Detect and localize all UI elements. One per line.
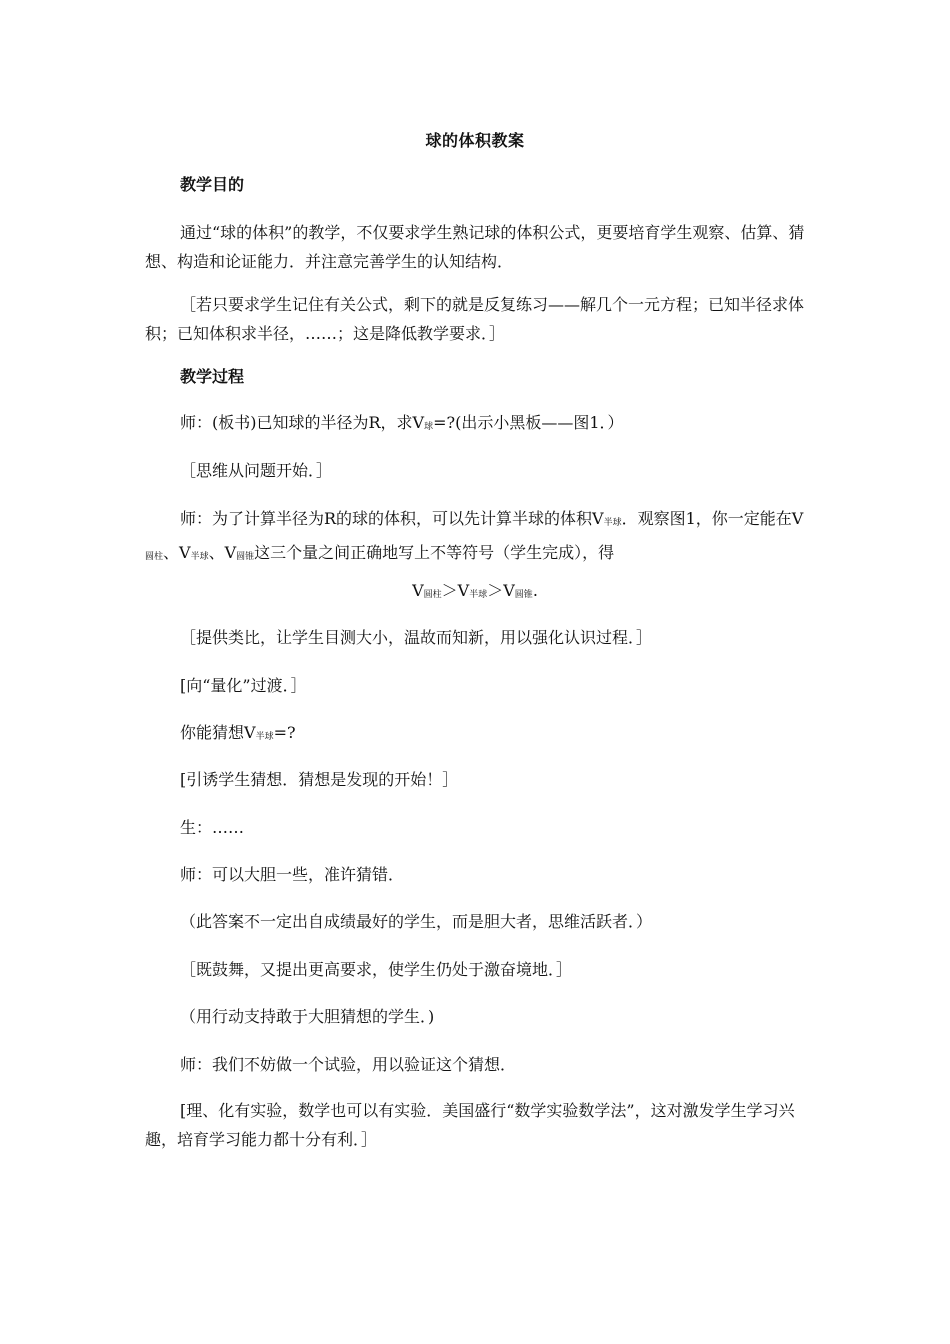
paragraph-note-thinking: ［思维从问题开始．］ (180, 461, 333, 480)
text-segment: 、V (163, 543, 191, 562)
paragraph-teacher-experiment: 师：我们不妨做一个试验，用以验证这个猜想． (180, 1055, 517, 1074)
subscript-hemisphere: 半球 (255, 732, 274, 742)
subscript-cylinder: 圆柱 (423, 590, 442, 600)
subscript-cylinder: 圆柱 (145, 552, 164, 562)
text-segment: 师：为了计算半径为R的球的体积，可以先计算半球的体积V (180, 509, 604, 528)
text-segment: =?(出示小黑板——图1．） (433, 413, 624, 432)
section-heading-process: 教学过程 (180, 367, 245, 386)
paragraph-teacher-question (145, 408, 805, 442)
subscript-ball: 球 (424, 422, 434, 432)
paragraph-note-requirements: ［若只要求学生记住有关公式，剩下的就是反复练习——解几个一元方程；已知半径求体积；已知体积求半径，……；这是降低教学要求．］ (145, 295, 805, 343)
subscript-cone: 圆锥 (514, 590, 533, 600)
paragraph-student: 生：…… (180, 818, 245, 837)
text-segment: 、V (208, 543, 237, 562)
paragraph-teacher-encourage: 师：可以大胆一些，准许猜错． (180, 865, 405, 884)
text-segment: 这三个量之间正确地写上不等符号（学生完成），得 (254, 543, 615, 562)
subscript-hemisphere: 半球 (469, 590, 488, 600)
paragraph-note-guess: [引诱学生猜想．猜想是发现的开始！］ (180, 770, 459, 789)
formula-gt: ＞V (441, 581, 470, 600)
paragraph-note-answer: （此答案不一定出自成绩最好的学生，而是胆大者，思维活跃者．） (180, 912, 653, 931)
inequality-formula (145, 576, 805, 610)
paragraph-objectives: 通过“球的体积”的教学，不仅要求学生熟记球的体积公式，更要培育学生观察、估算、猜想、构造和论证能力．并注意完善学生的认知结构． (145, 223, 805, 271)
paragraph-guess-question (145, 718, 805, 752)
subscript-hemisphere: 半球 (603, 518, 622, 528)
paragraph-note-quantify: [向“量化”过渡．］ (180, 676, 307, 695)
text-segment: 师：(板书)已知球的半径为R，求V (180, 413, 425, 432)
document-title: 球的体积教案 (425, 131, 525, 150)
text-segment: =? (273, 723, 296, 742)
subscript-cone: 圆锥 (236, 552, 255, 562)
paragraph-note-experiment: [理、化有实验，数学也可以有实验．美国盛行“数学实验数学法”，这对激发学生学习兴趣，培育学习能力都十分有利．］ (145, 1101, 795, 1149)
text-segment: 你能猜想V (180, 723, 256, 742)
formula-v: V (412, 581, 424, 600)
subscript-hemisphere: 半球 (190, 552, 209, 562)
paragraph-note-analogy: ［提供类比，让学生目测大小，温故而知新，用以强化认识过程．］ (180, 628, 653, 647)
paragraph-note-inspire: ［既鼓舞，又提出更高要求，使学生仍处于激奋境地．］ (180, 960, 573, 979)
text-segment: ．观察图1，你一定能在V (621, 509, 804, 528)
paragraph-note-support: （用行动支持敢于大胆猜想的学生．) (180, 1007, 435, 1026)
formula-end: . (532, 581, 538, 600)
formula-gt: ＞V (487, 581, 515, 600)
paragraph-teacher-hemisphere (145, 504, 805, 572)
section-heading-objectives: 教学目的 (180, 175, 245, 194)
